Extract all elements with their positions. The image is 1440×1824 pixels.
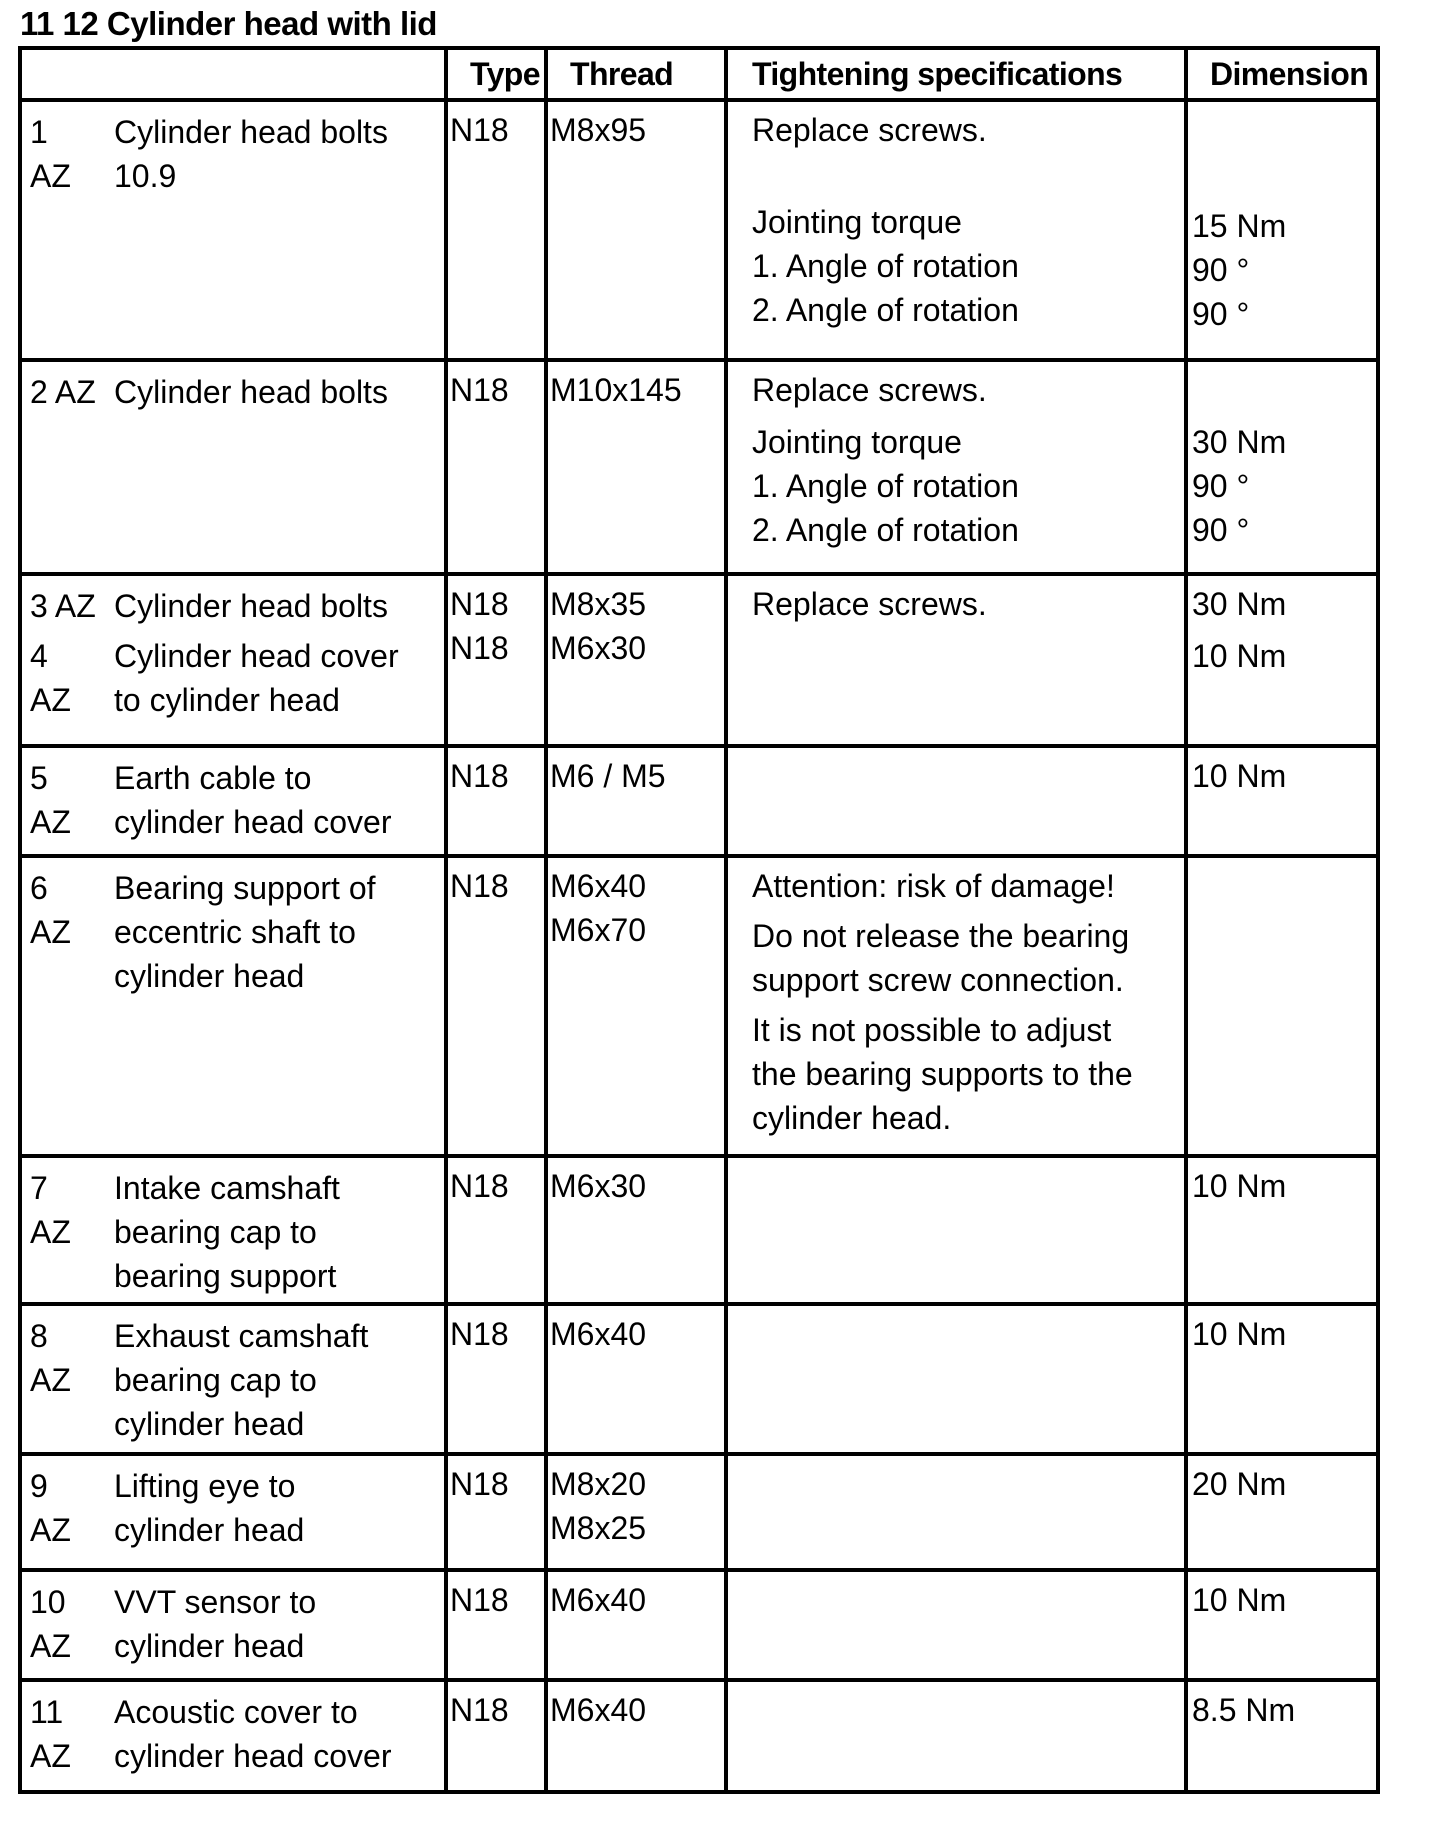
item-entry [30, 584, 440, 628]
item-number: 8 AZ [30, 1318, 71, 1398]
specification-cell [726, 1454, 1186, 1570]
header-type: Type [446, 48, 546, 100]
table-row [20, 1570, 1378, 1680]
dimension-value: 30 Nm [1192, 424, 1287, 460]
item-number: 5 AZ [30, 760, 71, 840]
thread-cell: M6x40 [546, 1304, 726, 1454]
specification-cell [726, 1304, 1186, 1454]
header-dimension: Dimension [1186, 48, 1378, 100]
thread-cell: M6x40 [546, 1570, 726, 1680]
table-body [20, 100, 1378, 1792]
specification-cell [726, 100, 1186, 360]
item-description: Cylinder head bolts [114, 588, 388, 624]
type-cell: N18 [446, 1304, 546, 1454]
item-entry [30, 756, 440, 844]
specification-cell [726, 360, 1186, 574]
table-row [20, 746, 1378, 856]
dimension-value: 20 Nm [1192, 1466, 1287, 1502]
specification-cell [726, 1680, 1186, 1792]
item-cell [20, 1156, 446, 1304]
item-entry [30, 1580, 440, 1668]
dimension-value: 10 Nm [1192, 1316, 1287, 1352]
specification-line: 1. Angle of rotation [752, 468, 1019, 504]
dimension-cell [1186, 746, 1378, 856]
item-description: Intake camshaft bearing cap to bearing support [114, 1170, 340, 1294]
table-row [20, 1680, 1378, 1792]
specification-line: Replace screws. [752, 586, 987, 622]
thread-cell: M8x35 M6x30 [546, 574, 726, 746]
table-row [20, 100, 1378, 360]
dimension-value: 90 ° [1192, 252, 1250, 288]
table-row [20, 1304, 1378, 1454]
item-cell [20, 1454, 446, 1570]
item-number: 3 AZ [30, 588, 96, 624]
type-cell: N18 [446, 746, 546, 856]
type-cell: N18 [446, 1680, 546, 1792]
item-entry [30, 1690, 440, 1778]
item-cell [20, 1680, 446, 1792]
dimension-cell [1186, 1570, 1378, 1680]
dimension-value: 10 Nm [1192, 1168, 1287, 1204]
dimension-value: 15 Nm [1192, 208, 1287, 244]
dimension-cell [1186, 1304, 1378, 1454]
specification-line: Do not release the bearing support screw connection. [752, 918, 1130, 998]
item-description: Bearing support of eccentric shaft to cylinder head [114, 870, 376, 994]
specification-line: Jointing torque [752, 424, 962, 460]
item-description: Exhaust camshaft bearing cap to cylinder head [114, 1318, 369, 1442]
dimension-value [1192, 108, 1376, 156]
type-cell: N18 [446, 100, 546, 360]
item-number: 2 AZ [30, 374, 96, 410]
item-description: Cylinder head bolts 10.9 [114, 114, 388, 194]
item-cell [20, 856, 446, 1156]
type-cell: N18 [446, 1570, 546, 1680]
dimension-value: 30 Nm [1192, 586, 1287, 622]
dimension-value: 10 Nm [1192, 1582, 1287, 1618]
table-row [20, 360, 1378, 574]
dimension-cell [1186, 574, 1378, 746]
dimension-value: 10 Nm [1192, 638, 1287, 674]
dimension-value: 90 ° [1192, 296, 1250, 332]
type-cell: N18 N18 [446, 574, 546, 746]
type-cell: N18 [446, 856, 546, 1156]
item-number: 10 AZ [30, 1584, 71, 1664]
specification-line: Replace screws. [752, 372, 987, 408]
dimension-value: 90 ° [1192, 512, 1250, 548]
item-cell [20, 574, 446, 746]
dimension-cell [1186, 1680, 1378, 1792]
dimension-cell [1186, 360, 1378, 574]
item-description: Cylinder head bolts [114, 374, 388, 410]
table-header-row [20, 48, 1378, 100]
item-entry [30, 110, 440, 198]
item-cell [20, 746, 446, 856]
item-description: Earth cable to cylinder head cover [114, 760, 392, 840]
item-entry [30, 634, 440, 722]
header-tightening-specifications: Tightening specifications [726, 48, 1186, 100]
item-number: 11 AZ [30, 1694, 71, 1774]
item-number: 7 AZ [30, 1170, 71, 1250]
table-row [20, 1454, 1378, 1570]
dimension-value: 90 ° [1192, 468, 1250, 504]
item-entry [30, 1464, 440, 1552]
specification-cell [726, 856, 1186, 1156]
table-row [20, 1156, 1378, 1304]
thread-cell: M10x145 [546, 360, 726, 574]
dimension-value: 8.5 Nm [1192, 1692, 1296, 1728]
thread-cell: M6x30 [546, 1156, 726, 1304]
header-thread: Thread [546, 48, 726, 100]
dimension-cell [1186, 100, 1378, 360]
item-number: 1 AZ [30, 114, 71, 194]
specification-line: Attention: risk of damage! [752, 868, 1115, 904]
item-number: 9 AZ [30, 1468, 71, 1548]
item-description: VVT sensor to cylinder head [114, 1584, 317, 1664]
dimension-value [1192, 156, 1376, 204]
item-number: 6 AZ [30, 870, 71, 950]
table-row [20, 856, 1378, 1156]
item-entry [30, 1314, 440, 1446]
item-description: Acoustic cover to cylinder head cover [114, 1694, 392, 1774]
specification-line: It is not possible to adjust the bearing supports to the cylinder head. [752, 1012, 1133, 1136]
specification-line: 2. Angle of rotation [752, 292, 1019, 328]
item-description: Lifting eye to cylinder head [114, 1468, 305, 1548]
thread-cell: M6 / M5 [546, 746, 726, 856]
thread-cell: M8x95 [546, 100, 726, 360]
item-entry [30, 1166, 440, 1298]
type-cell: N18 [446, 1454, 546, 1570]
thread-cell: M6x40 M6x70 [546, 856, 726, 1156]
specification-line: 2. Angle of rotation [752, 512, 1019, 548]
thread-cell: M8x20 M8x25 [546, 1454, 726, 1570]
thread-cell: M6x40 [546, 1680, 726, 1792]
dimension-value [1192, 368, 1376, 420]
header-item [20, 48, 446, 100]
item-entry [30, 370, 440, 414]
table-row [20, 574, 1378, 746]
item-cell [20, 1570, 446, 1680]
item-cell [20, 360, 446, 574]
specification-line: 1. Angle of rotation [752, 248, 1019, 284]
type-cell: N18 [446, 360, 546, 574]
item-cell [20, 1304, 446, 1454]
dimension-cell [1186, 856, 1378, 1156]
specification-line: Replace screws. [752, 112, 987, 148]
page-title: 11 12 Cylinder head with lid [20, 5, 437, 42]
specification-cell [726, 746, 1186, 856]
tightening-spec-table [18, 46, 1380, 1794]
specification-line [752, 152, 1178, 200]
item-cell [20, 100, 446, 360]
dimension-cell [1186, 1156, 1378, 1304]
dimension-value: 10 Nm [1192, 758, 1287, 794]
specification-cell [726, 1570, 1186, 1680]
dimension-cell [1186, 1454, 1378, 1570]
specification-cell [726, 1156, 1186, 1304]
type-cell: N18 [446, 1156, 546, 1304]
item-description: Cylinder head cover to cylinder head [114, 638, 399, 718]
specification-cell [726, 574, 1186, 746]
item-number: 4 AZ [30, 638, 71, 718]
specification-line: Jointing torque [752, 204, 962, 240]
item-entry [30, 866, 440, 998]
